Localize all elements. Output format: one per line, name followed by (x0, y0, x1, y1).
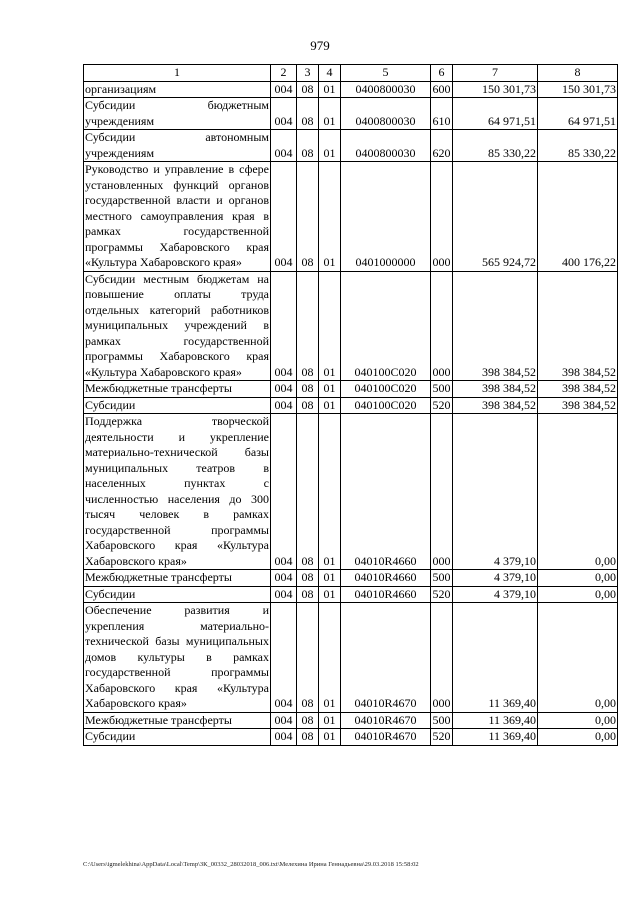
amount-col8: 398 384,52 (538, 397, 618, 414)
code-section: 08 (297, 381, 319, 398)
code-ministry: 004 (271, 98, 297, 130)
code-subsection: 01 (319, 98, 341, 130)
code-section: 08 (297, 162, 319, 272)
code-section: 08 (297, 586, 319, 603)
column-header: 2 (271, 65, 297, 82)
code-target-article: 04010R4670 (341, 729, 431, 746)
code-target-article: 04010R4660 (341, 586, 431, 603)
row-name: Межбюджетные трансферты (84, 381, 271, 398)
code-ministry: 004 (271, 130, 297, 162)
row-name: Межбюджетные трансферты (84, 712, 271, 729)
amount-col7: 4 379,10 (453, 586, 538, 603)
amount-col7: 398 384,52 (453, 397, 538, 414)
code-subsection: 01 (319, 130, 341, 162)
amount-col8: 400 176,22 (538, 162, 618, 272)
code-target-article: 0400800030 (341, 81, 431, 98)
code-subsection: 01 (319, 162, 341, 272)
code-subsection: 01 (319, 570, 341, 587)
code-subsection: 01 (319, 397, 341, 414)
code-section: 08 (297, 603, 319, 713)
code-target-article: 04010R4660 (341, 570, 431, 587)
table-row (84, 81, 618, 98)
amount-col7: 85 330,22 (453, 130, 538, 162)
code-expense-type: 620 (431, 130, 453, 162)
amount-col7: 4 379,10 (453, 570, 538, 587)
code-ministry: 004 (271, 397, 297, 414)
row-name: Поддержка творческой деятельности и укрепление материально-технической базы муниципальных театров в населенных пунктах с численностью населения до 300 тысяч человек в рамках государственной программы Хабаровского края «Культура Хабаровского края» (85, 414, 269, 568)
code-expense-type: 610 (431, 98, 453, 130)
amount-col8: 0,00 (538, 603, 618, 713)
row-name: Субсидии местным бюджетам на повышение оплаты труда отдельных категорий работников муниципальных учреждений в рамках государственной программы Хабаровского края «Культура Хабаровского края» (85, 271, 269, 379)
code-expense-type: 520 (432, 397, 451, 412)
row-name: Субсидии бюджетным учреждениям (85, 98, 269, 128)
table-row (84, 729, 618, 746)
code-section: 08 (297, 729, 319, 746)
code-section: 08 (297, 98, 319, 130)
code-subsection: 01 (319, 381, 341, 398)
code-target-article: 0400800030 (341, 130, 431, 162)
code-target-article: 040100С020 (341, 397, 431, 414)
column-header: 7 (453, 65, 538, 82)
column-header: 8 (538, 65, 618, 82)
amount-col7: 11 369,40 (453, 603, 538, 713)
code-ministry: 004 (271, 414, 297, 570)
table-row (84, 130, 618, 162)
row-name: организациям (84, 81, 271, 98)
code-subsection: 01 (319, 271, 341, 381)
amount-col7: 398 384,52 (453, 381, 538, 398)
column-header: 1 (84, 65, 271, 82)
amount-col8: 150 301,73 (538, 81, 618, 98)
code-subsection: 01 (319, 414, 341, 570)
file-path-footer: C:\Users\igmelekhina\AppData\Local\Temp\ЗК_00332_28032018_006.txt\Мелехина Ирина Геннадьевна\29.03.2018 15:58:02 (83, 861, 419, 868)
code-expense-type: 520 (432, 586, 451, 601)
code-expense-type: 000 (431, 603, 453, 713)
table-row (84, 414, 618, 570)
code-target-article: 040100С020 (341, 271, 431, 381)
code-expense-type: 600 (432, 81, 451, 96)
code-subsection: 01 (319, 603, 341, 713)
code-section: 08 (297, 570, 319, 587)
amount-col7: 11 369,40 (453, 729, 538, 746)
code-section: 08 (297, 81, 319, 98)
code-expense-type: 000 (431, 162, 453, 272)
code-expense-type: 500 (432, 712, 451, 727)
row-name: Субсидии (84, 586, 271, 603)
code-section: 08 (297, 712, 319, 729)
row-name: Субсидии (84, 397, 271, 414)
code-ministry: 004 (271, 570, 297, 587)
code-subsection: 01 (319, 729, 341, 746)
amount-col7: 150 301,73 (453, 81, 538, 98)
code-expense-type: 500 (432, 381, 451, 395)
table-row (84, 271, 618, 381)
column-header: 6 (431, 65, 453, 82)
code-target-article: 0401000000 (341, 162, 431, 272)
column-header: 4 (319, 65, 341, 82)
code-section: 08 (297, 414, 319, 570)
table-row (84, 712, 618, 729)
column-header: 5 (341, 65, 431, 82)
code-ministry: 004 (271, 162, 297, 272)
amount-col8: 85 330,22 (538, 130, 618, 162)
table-row (84, 98, 618, 130)
code-ministry: 004 (271, 586, 297, 603)
amount-col8: 0,00 (538, 712, 618, 729)
code-subsection: 01 (319, 712, 341, 729)
code-ministry: 004 (271, 381, 297, 398)
code-section: 08 (297, 271, 319, 381)
code-section: 08 (297, 130, 319, 162)
code-target-article: 0400800030 (341, 98, 431, 130)
code-subsection: 01 (319, 586, 341, 603)
row-name: Руководство и управление в сфере установленных функций органов государственной власти и органов местного самоуправления края в рамках государственной программы Хабаровского края «Культура Хабаровского края» (85, 162, 269, 269)
amount-col7: 565 924,72 (453, 162, 538, 272)
column-header: 3 (297, 65, 319, 82)
code-expense-type: 500 (432, 570, 451, 584)
page-number: 979 (310, 38, 330, 53)
amount-col7: 4 379,10 (453, 414, 538, 570)
amount-col8: 0,00 (538, 570, 618, 587)
code-section: 08 (297, 397, 319, 414)
amount-col8: 398 384,52 (538, 271, 618, 381)
table-row (84, 570, 618, 587)
code-subsection: 01 (319, 81, 341, 98)
table-row (84, 397, 618, 414)
code-ministry: 004 (271, 271, 297, 381)
code-target-article: 04010R4660 (341, 414, 431, 570)
code-expense-type: 000 (431, 414, 453, 570)
amount-col8: 398 384,52 (538, 381, 618, 398)
code-ministry: 004 (271, 729, 297, 746)
code-target-article: 04010R4670 (341, 603, 431, 713)
row-name: Субсидии автономным учреждениям (85, 130, 269, 160)
amount-col8: 0,00 (538, 586, 618, 603)
table-row (84, 162, 618, 272)
row-name: Межбюджетные трансферты (84, 570, 271, 587)
code-target-article: 040100С020 (341, 381, 431, 398)
table-row (84, 586, 618, 603)
amount-col7: 398 384,52 (453, 271, 538, 381)
code-ministry: 004 (271, 712, 297, 729)
table-row (84, 603, 618, 713)
code-target-article: 04010R4670 (341, 712, 431, 729)
code-expense-type: 520 (432, 729, 451, 743)
amount-col8: 0,00 (538, 414, 618, 570)
row-name: Субсидии (84, 729, 271, 746)
amount-col7: 11 369,40 (453, 712, 538, 729)
amount-col8: 64 971,51 (538, 98, 618, 130)
amount-col8: 0,00 (538, 729, 618, 746)
table-row (84, 381, 618, 398)
code-expense-type: 000 (431, 271, 453, 381)
amount-col7: 64 971,51 (453, 98, 538, 130)
row-name: Обеспечение развития и укрепления материально-технической базы муниципальных домов культуры в рамках государственной программы Хабаровского края «Культура Хабаровского края» (85, 603, 269, 710)
table-header-row (84, 65, 618, 82)
code-ministry: 004 (271, 81, 297, 98)
code-ministry: 004 (271, 603, 297, 713)
budget-table (83, 64, 618, 746)
